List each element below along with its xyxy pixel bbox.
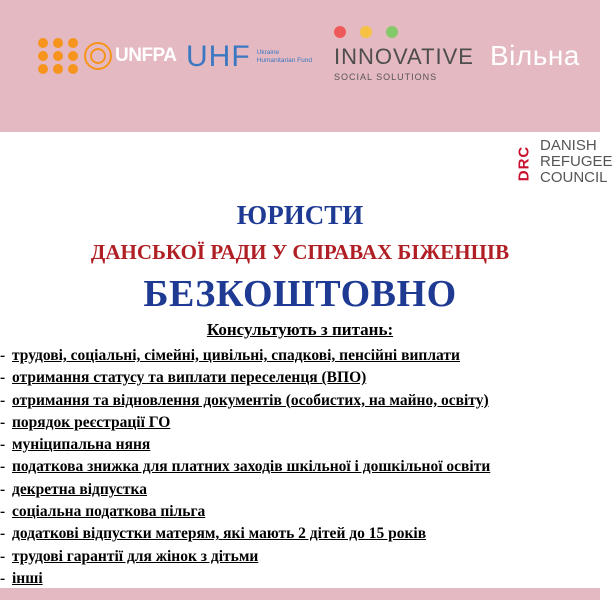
- topics-list: [0, 345, 600, 590]
- innovative-logo: [334, 26, 474, 82]
- drc-logo: [515, 137, 613, 188]
- list-item: - трудові гарантії для жінок з дітьми: [0, 547, 259, 565]
- list-item: - декретна відпустка: [0, 480, 147, 498]
- innovative-subtitle: SOCIAL SOLUTIONS: [334, 72, 438, 82]
- unfpa-text: UNFPA: [115, 45, 177, 66]
- list-item: - отримання статусу та виплати переселенця (ВПО): [0, 369, 367, 387]
- list-item: - порядок реєстрації ГО: [0, 413, 171, 431]
- drc-line-3: COUNCIL: [540, 169, 608, 186]
- unfpa-dots-icon: [38, 38, 80, 74]
- uhf-subtitle: Ukraine Humanitarian Fund: [256, 49, 312, 64]
- uhf-logo: [186, 40, 317, 74]
- list-item: - трудові, соціальні, сімейні, цивільні, спадкові, пенсійні виплати: [0, 347, 460, 364]
- vilna-logo: Вільна: [490, 40, 580, 71]
- list-item: - податкова знижка для платних заходів шкільної і дошкільної освіти: [0, 458, 491, 476]
- drc-line-1: DANISH: [540, 137, 597, 154]
- list-item: - додаткові відпустки матерям, які мають 2 дітей до 15 років: [0, 525, 427, 543]
- title-free: БЕЗКОШТОВНО: [143, 273, 457, 315]
- innovative-dots-icon: [334, 26, 398, 38]
- list-item: - інші: [0, 569, 43, 587]
- unfpa-logo: [38, 28, 177, 84]
- innovative-title: INNOVATIVE: [334, 44, 474, 69]
- bottom-band: [0, 588, 600, 600]
- title-organization: ДАНСЬКОЇ РАДИ У СПРАВАХ БІЖЕНЦІВ: [90, 240, 510, 264]
- title-lawyers: ЮРИСТИ: [236, 200, 364, 230]
- header-band: [0, 0, 600, 132]
- drc-line-2: REFUGEE: [540, 153, 613, 170]
- list-item: - соціальна податкова пільга: [0, 503, 206, 521]
- consult-subtitle: Консультують з питань:: [206, 320, 394, 339]
- un-emblem-icon: [84, 42, 112, 70]
- drc-abbr: DRC: [515, 145, 533, 182]
- list-item: - муніципальна няня: [0, 436, 151, 454]
- list-item: - отримання та відновлення документів (особистих, на майно, освіту): [0, 391, 489, 409]
- uhf-text: UHF: [186, 40, 251, 73]
